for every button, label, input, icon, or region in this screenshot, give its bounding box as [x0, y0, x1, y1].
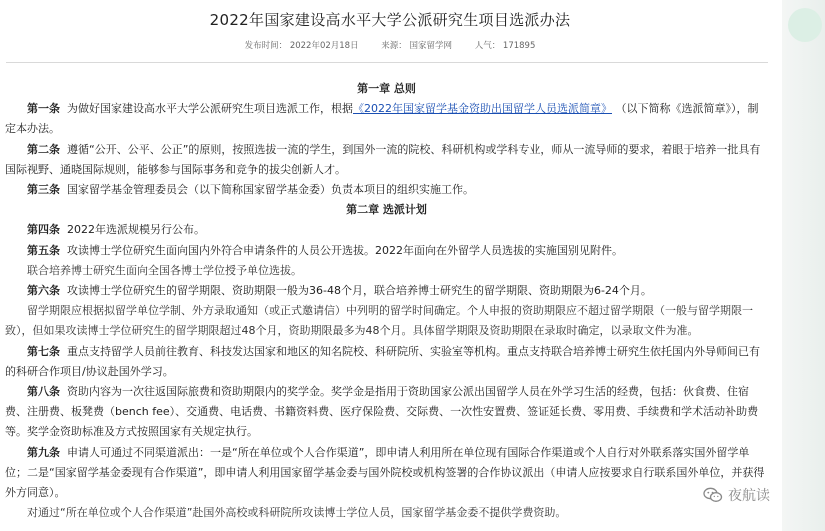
account-watermark: [703, 484, 770, 506]
article-number: 第六条: [27, 284, 60, 298]
page-title: 2022年国家建设高水平大学公派研究生项目选派办法: [209, 11, 571, 29]
brochure-link[interactable]: 《2022年国家留学基金资助出国留学人员选派简章》: [353, 102, 612, 116]
publish-time: 发布时间： 2022年02月18日: [244, 41, 359, 51]
article-subparagraph: 联合培养博士研究生面向全国各博士学位授予单位选拔。: [27, 263, 302, 277]
article-paragraph: [5, 99, 768, 139]
watermark-text: 夜航读: [728, 488, 770, 504]
article-number: 第一条: [27, 102, 60, 116]
side-background: [782, 0, 825, 531]
article-number: 第八条: [27, 385, 60, 399]
article-paragraph: [5, 180, 768, 200]
article-text: 资助内容为一次往返国际旅费和资助期限内的奖学金。奖学金是指用于资助国家公派出国留学人员在外学习生活的经费，包括：伙食费、住宿费、注册费、板凳费（bench fee）、交通费、电话费、书籍资料费、医疗保险费、交际费、一次性安置费、签证延长费、零用费、手续费和学术活动补助费等。奖学金资助标准及方式按照国家有关规定执行。: [5, 385, 759, 439]
article-text: 2022年选派规模另行公布。: [67, 223, 205, 237]
chapter-heading: 第二章 选派计划: [346, 203, 427, 217]
source-label: 来源： 国家留学网: [381, 41, 452, 51]
article-number: 第七条: [27, 344, 60, 358]
article-text: 攻读博士学位研究生的留学期限、资助期限一般为36-48个月，联合培养博士研究生的留学期限、资助期限为6-24个月。: [67, 284, 652, 298]
article-body: [5, 79, 768, 523]
article-text: 为做好国家建设高水平大学公派研究生项目选派工作，根据: [67, 102, 353, 116]
article-text: （以下简称《选派简章》），制定本办法。: [5, 102, 759, 136]
article-subparagraph: 留学期限应根据拟留学单位学制、外方录取通知（或正式邀请信）中列明的留学时间确定。个人申报的资助期限应不超过留学期限（一般与留学期限一致），但如果攻读博士学位研究生的留学期限超过48个月，资助期限最多为48个月。具体留学期限及资助期限在录取时确定，以录取文件为准。: [5, 304, 753, 338]
chapter-heading: 第一章 总则: [357, 82, 416, 95]
article-text: 申请人可通过不同渠道派出：一是“所在单位或个人合作渠道”，即申请人利用所在单位现有国际合作渠道或个人自行对外联系落实国外留学单位；二是“国家留学基金委现有合作渠道”，即申请人利用国家留学基金委与国外院校或机构签署的合作协议派出（申请人应按要求自行联系国外单位，并获得外方同意）。: [5, 445, 765, 500]
article-number: 第九条: [27, 445, 60, 459]
article-paragraph: [5, 382, 768, 443]
header-divider: [6, 62, 768, 63]
article-number: 第四条: [27, 223, 60, 237]
article-paragraph: [5, 443, 768, 504]
article-number: 第二条: [27, 142, 60, 156]
article-number: 第三条: [27, 183, 60, 197]
article-text: 遵循“公开、公平、公正”的原则，按照选拔一流的学生，到国外一流的院校、科研机构或学科专业，师从一流导师的要求，着眼于培养一批具有国际视野、通晓国际规则，能够参与国际事务和竞争的拔尖创新人才。: [5, 142, 761, 176]
article-paragraph: [5, 342, 768, 382]
view-count: 人气： 171895: [474, 41, 536, 51]
decorative-shape: [788, 8, 822, 42]
article-paragraph: [5, 281, 768, 301]
article-paragraph: [5, 241, 768, 261]
article-meta: [0, 39, 780, 51]
article-text: 国家留学基金管理委员会（以下简称国家留学基金委）负责本项目的组织实施工作。: [67, 183, 474, 197]
article-paragraph: [5, 140, 768, 180]
wechat-icon: [703, 487, 723, 503]
article-subparagraph: 对通过“所在单位或个人合作渠道”赴国外高校或科研院所攻读博士学位人员，国家留学基金委不提供学费资助。: [27, 506, 567, 520]
article-text: 攻读博士学位研究生面向国内外符合申请条件的人员公开选拔。2022年面向在外留学人员选拔的实施国别见附件。: [67, 243, 623, 257]
article-number: 第五条: [27, 243, 60, 257]
article-paragraph: [5, 220, 768, 240]
article-text: 重点支持留学人员前往教育、科技发达国家和地区的知名院校、科研院所、实验室等机构。重点支持联合培养博士研究生依托国内外导师间已有的科研合作项目/协议赴国外学习。: [5, 344, 760, 378]
